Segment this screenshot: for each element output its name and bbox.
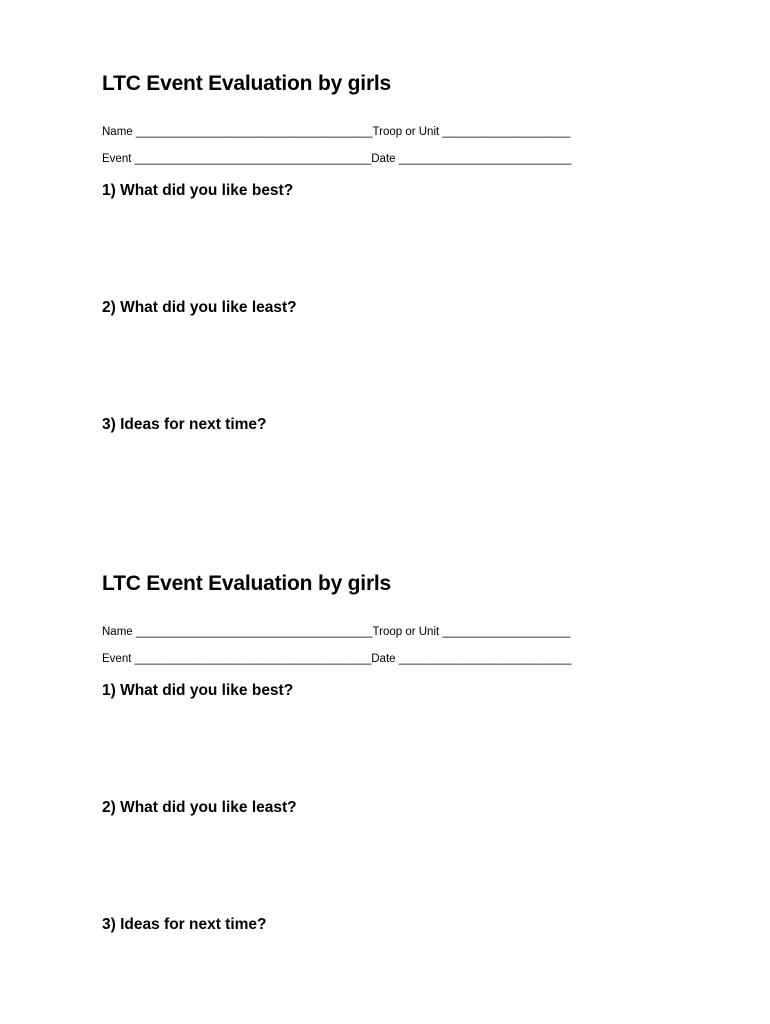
name-troop-row: Name _____________________________________Troop or Unit ____________________ bbox=[102, 126, 571, 138]
event-date-row: Event _____________________________________Date ___________________________ bbox=[102, 653, 572, 665]
question-like-best: 1) What did you like best? bbox=[102, 182, 294, 199]
evaluation-form-top bbox=[102, 70, 662, 433]
question-like-least: 2) What did you like least? bbox=[102, 299, 297, 316]
evaluation-form-bottom bbox=[102, 570, 662, 933]
name-troop-row: Name _____________________________________Troop or Unit ____________________ bbox=[102, 626, 571, 638]
question-ideas: 3) Ideas for next time? bbox=[102, 916, 267, 933]
event-date-row: Event _____________________________________Date ___________________________ bbox=[102, 153, 572, 165]
form-title: LTC Event Evaluation by girls bbox=[102, 572, 392, 595]
question-ideas: 3) Ideas for next time? bbox=[102, 416, 267, 433]
question-like-best: 1) What did you like best? bbox=[102, 682, 294, 699]
form-title: LTC Event Evaluation by girls bbox=[102, 72, 392, 95]
question-like-least: 2) What did you like least? bbox=[102, 799, 297, 816]
